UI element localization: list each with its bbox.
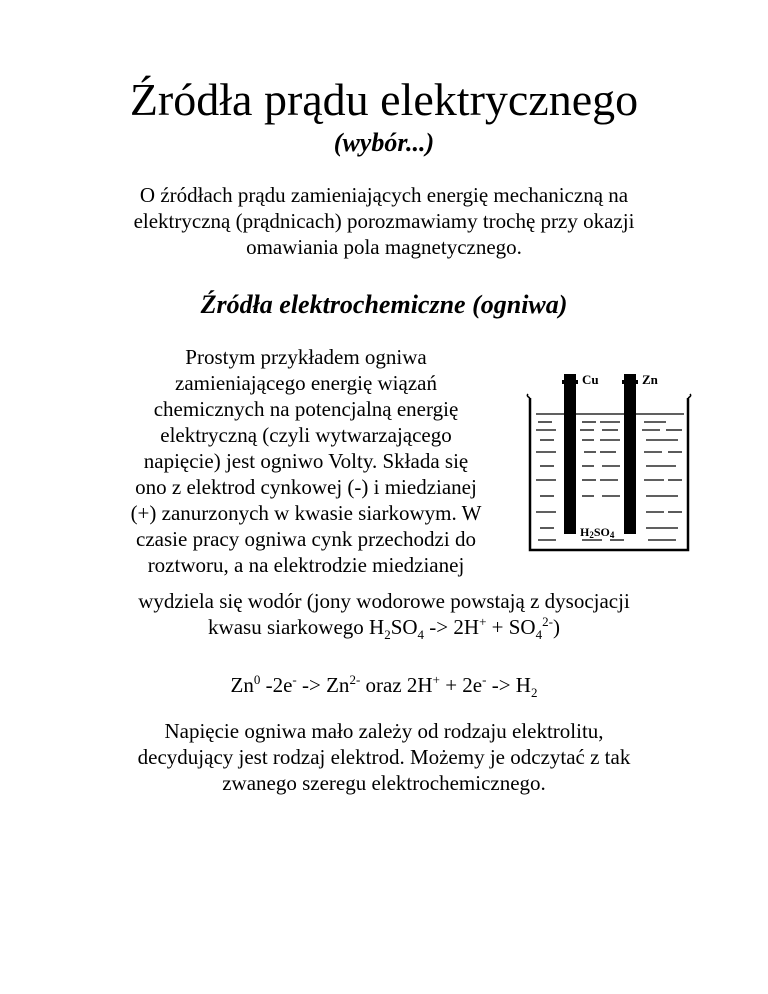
voltaic-cell-diagram: [526, 370, 692, 556]
zinc-electrode: [622, 374, 638, 534]
label-electrolyte: H2SO4: [580, 525, 615, 540]
paragraph-line: napięcie) jest ogniwo Volty. Składa się: [143, 449, 469, 473]
paragraph-line: czasie pracy ogniwa cynk przechodzi do: [136, 527, 476, 551]
voltaic-cell-svg: [526, 370, 692, 556]
paragraph-line: Prostym przykładem ogniwa: [185, 345, 427, 369]
intro-paragraph: [60, 182, 708, 260]
reaction-equation: Zn$^0$ $-2e^- -> Zn^{2-}$ oraz $2H^+ + 2e^- -> H_2$: [230, 672, 538, 701]
paragraph-line: roztworu, a na elektrodzie miedzianej: [147, 553, 465, 577]
paragraph-line: (+) zanurzonych w kwasie siarkowym. W: [130, 501, 482, 525]
label-zn: Zn: [642, 372, 658, 387]
copper-electrode: [562, 374, 578, 534]
paragraph-line: zamieniającego energię wiązań: [175, 371, 437, 395]
intro-line: O źródłach prądu zamieniających energię mechaniczną na: [139, 183, 629, 207]
paragraph-formula-line: kwasu siarkowego $H_2SO_4 -> 2H^+ + SO_4^{2-}$): [208, 614, 560, 643]
conclusion-line: zwanego szeregu elektrochemicznego.: [222, 771, 546, 795]
paragraph-line: chemicznych na potencjalną energię: [153, 397, 459, 421]
page-subtitle: (wybór...): [333, 128, 435, 157]
label-cu: Cu: [582, 372, 599, 387]
intro-line: elektryczną (prądnicach) porozmawiamy trochę przy okazji: [133, 209, 635, 233]
conclusion-line: Napięcie ogniwa mało zależy od rodzaju elektrolitu,: [164, 719, 604, 743]
beaker-rim-left: [527, 394, 530, 398]
beaker-rim-right: [688, 394, 691, 398]
electrolyte-liquid: [536, 414, 684, 540]
paragraph-line: elektryczną (czyli wytwarzającego: [160, 423, 452, 447]
paragraph-line: ono z elektrod cynkowej (-) i miedzianej: [135, 475, 477, 499]
conclusion-line: decydujący jest rodzaj elektrod. Możemy je odczytać z tak: [137, 745, 631, 769]
intro-line: omawiania pola magnetycznego.: [246, 235, 522, 259]
page-title: Źródła prądu elektrycznego: [129, 74, 639, 125]
paragraph-line: wydziela się wodór (jony wodorowe powstają z dysocjacji: [138, 589, 630, 613]
section-heading: Źródła elektrochemiczne (ogniwa): [200, 290, 568, 319]
